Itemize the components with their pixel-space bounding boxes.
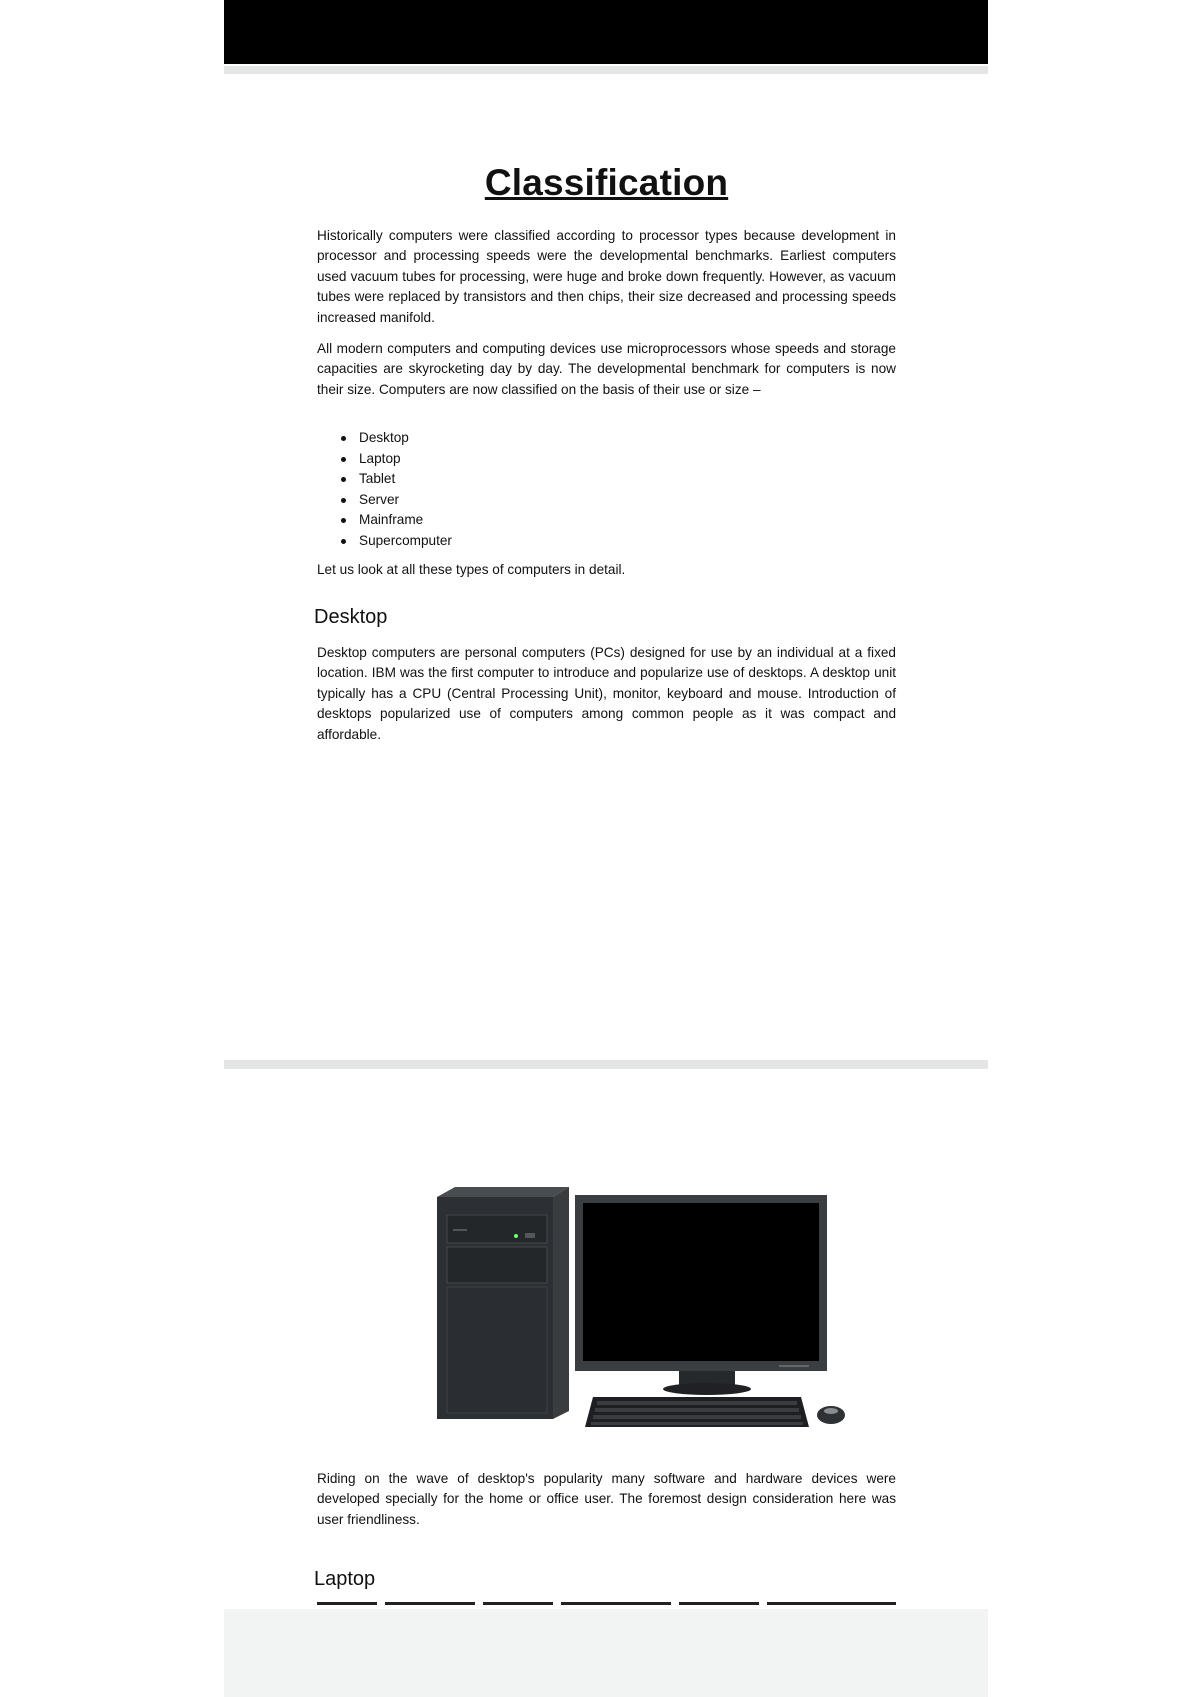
page-2 [224,1069,988,1609]
page-separator [224,1060,988,1069]
page-separator [224,66,988,74]
bullet-icon [341,436,346,441]
bullet-icon [341,498,346,503]
list-item-label: Laptop [359,450,401,466]
list-item [317,531,896,552]
bullet-icon [341,518,346,523]
page-title: Classification [484,162,729,203]
desktop-paragraph-2: Riding on the wave of desktop's popularity many software and hardware devices were developed specially for the home or office user. The foremost design consideration here was user friendliness. [317,1471,896,1527]
bullet-icon [341,477,346,482]
page-content [314,74,896,1060]
list-item-label: Server [359,491,400,507]
list-item [317,449,896,470]
heading-desktop: Desktop [314,606,388,628]
desktop-paragraph: Desktop computers are personal computers (PCs) designed for use by an individual at a fixed location. IBM was the first computer to introduce and popularize use of desktops. A desktop unit typically has a CPU (Central Processing Unit), monitor, keyboard and mouse. Introduction of desktops popularized use of computers among common people as it was compact and affordable. [317,645,896,742]
viewer-top-bar [224,0,988,64]
list-item [317,510,896,531]
clipped-text-line [317,1598,896,1609]
list-item-label: Mainframe [359,512,424,528]
bullet-icon [341,457,346,462]
intro-paragraph-1: Historically computers were classified according to processor types because development in processor and processing speeds were the developmental benchmarks. Earliest computers used vacuum tubes for processing, were huge and broke down frequently. However, as vacuum tubes were replaced by transistors and then chips, their size decreased and processing speeds increased manifold. [317,228,896,325]
computer-types-list [317,428,896,552]
list-item [317,428,896,449]
list-item-label: Supercomputer [359,532,452,548]
heading-laptop: Laptop [314,1568,376,1590]
detail-intro: Let us look at all these types of computers in detail. [317,562,626,577]
list-item-label: Desktop [359,430,409,445]
list-item [317,469,896,490]
intro-paragraph-2: All modern computers and computing devices use microprocessors whose speeds and storage capacities are skyrocketing day by day. The developmental benchmark for computers is now their size. Computers are now classified on the basis of their use or size – [317,341,896,397]
page-1 [224,74,988,1060]
page-content [314,1069,896,1609]
bullet-icon [341,539,346,544]
document-viewer [224,0,988,1697]
list-item-label: Tablet [359,471,396,487]
desktop-computer-icon [417,1175,857,1439]
list-item [317,490,896,511]
viewer-bottom-area [224,1609,988,1697]
